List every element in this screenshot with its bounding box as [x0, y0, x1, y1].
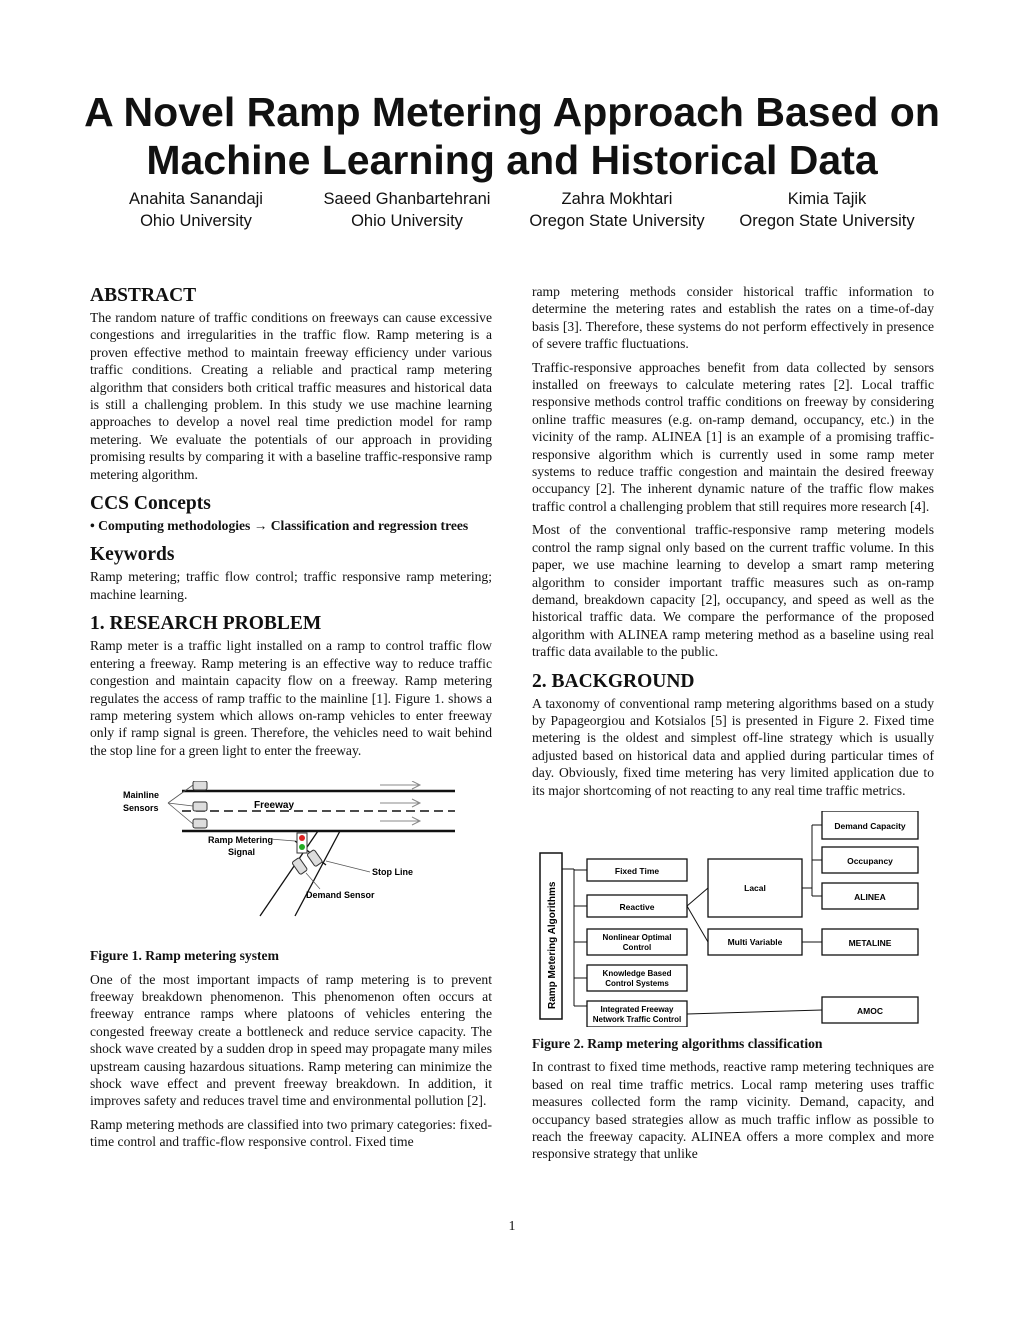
- svg-text:ALINEA: ALINEA: [854, 891, 886, 902]
- signal-red-light: [299, 835, 305, 841]
- section1-heading: 1. RESEARCH PROBLEM: [90, 613, 322, 635]
- classification-diagram: [532, 811, 934, 1027]
- svg-text:METALINE: METALINE: [848, 937, 892, 948]
- svg-text:Knowledge Based: Knowledge Based: [602, 968, 672, 978]
- author-affiliation: Oregon State University: [739, 212, 915, 230]
- level1-integrated-freeway: [587, 1001, 687, 1027]
- author-1: [76, 188, 316, 232]
- ramp-metering-diagram: [90, 781, 492, 941]
- author-4: [707, 188, 947, 232]
- ramp-vehicle: [292, 858, 308, 875]
- author-affiliation: Ohio University: [140, 212, 252, 230]
- svg-text:Occupancy: Occupancy: [847, 855, 893, 866]
- svg-text:Network Traffic Control: Network Traffic Control: [592, 1014, 682, 1024]
- section2-heading: 2. BACKGROUND: [532, 670, 695, 692]
- figure-1-caption: Figure 1. Ramp metering system: [90, 948, 279, 964]
- svg-text:Reactive: Reactive: [619, 901, 655, 912]
- svg-text:Integrated Freeway: Integrated Freeway: [600, 1004, 674, 1014]
- label-freeway: Freeway: [254, 800, 295, 812]
- level1-nonlinear-optimal-control: [587, 929, 687, 955]
- mainline-sensor: [193, 802, 207, 811]
- section1-paragraph-1: Ramp meter is a traffic light installed on a ramp to control traffic flow entering a freeway. Ramp metering is an effective way to reduce traffic congestion and maintain capacity flow on a freeway. Ramp metering regulates the access of ramp traffic to the mainline [1]. Figure 1. shows a ramp metering system which allows on-ramp vehicles to enter freeway only if ramp signal is green. Therefore, the vehicles need to wait behind the stop line for a green light to enter the freeway.: [90, 638, 492, 758]
- svg-text:Control: Control: [622, 942, 652, 952]
- abstract-heading: ABSTRACT: [90, 285, 197, 306]
- paper-title: A Novel Ramp Metering Approach Based on Machine Learning and Historical Data: [84, 89, 940, 183]
- root-label: Ramp Metering Algorithms: [547, 881, 558, 1009]
- svg-text:AMOC: AMOC: [857, 1005, 883, 1016]
- author-name: Saeed Ghanbartehrani: [323, 190, 491, 208]
- figure-2: [532, 811, 934, 1027]
- paragraph-fixed-time: ramp metering methods consider historical traffic information to determine the metering rates and establish the rates on a time-of-day basis [3]. Therefore, these systems do not perform effectively in presence of severe traffic fluctuations.: [532, 284, 934, 352]
- level1-knowledge-based-control-systems: [587, 965, 687, 991]
- svg-text:Lacal: Lacal: [744, 882, 766, 893]
- ccs-heading: CCS Concepts: [90, 493, 211, 515]
- page-number: 1: [508, 1219, 516, 1234]
- level3-occupancy: [822, 847, 918, 873]
- svg-text:Demand Capacity: Demand Capacity: [834, 820, 906, 831]
- paragraph-traffic-responsive: Traffic-responsive approaches benefit from data collected by sensors installed on freeways to calculate metering rates [2]. Local traffic responsive methods control traffic conditions on freeway by considering online traffic measures (e.g. on-ramp demand, occupancy, etc.) in the vicinity of the ramp. ALINEA [1] is an example of a promising traffic-responsive algorithm which is currently used in some ramp meter systems to reduce traffic congestion and maintain the desired freeway occupancy [2]. The inherent dynamic nature of the traffic flow makes traffic control a challenging problem that still requires more research [4].: [532, 359, 934, 514]
- mainline-sensor: [193, 781, 207, 790]
- section2-paragraph-1: A taxonomy of conventional ramp metering algorithms based on a study by Papageorgiou and Kotsialos [5] is presented in Figure 2. Fixed time metering is the oldest and simplest off-line strategy which is usually adjusted based on historical data and applied during particular times of day. Obviously, fixed time metering has very limited application due to its major shortcoming of not reacting to any real time traffic metrics.: [532, 695, 934, 798]
- author-affiliation: Oregon State University: [529, 212, 705, 230]
- figure-2-caption: Figure 2. Ramp metering algorithms classification: [532, 1035, 823, 1051]
- label-stop-line: Stop Line: [372, 867, 413, 878]
- keywords-heading: Keywords: [90, 544, 175, 566]
- author-name: Kimia Tajik: [787, 190, 867, 208]
- author-2: [287, 188, 527, 232]
- figure-1: [90, 781, 492, 941]
- level3-amoc: [822, 997, 918, 1023]
- label-demand-sensor: Demand Sensor: [306, 890, 375, 901]
- label-ramp-metering: Ramp Metering: [208, 835, 274, 846]
- ccs-text: • Computing methodologies → Classification and regression trees: [90, 518, 469, 534]
- author-affiliation: Ohio University: [351, 212, 463, 230]
- author-3: [497, 188, 737, 232]
- right-column: [532, 283, 934, 1169]
- level3-metaline: [822, 929, 918, 955]
- label-sensors: Sensors: [123, 803, 159, 814]
- section2-paragraph-2: In contrast to fixed time methods, reactive ramp metering techniques are based on real time traffic metrics. Local ramp metering uses traffic measures collected form the ramp vicinity. Demand, capacity, and occupancy based strategies allow as much traffic inflow as possible to reach the freeway capacity. ALINEA offers a more complex and more responsive strategy that unlike: [532, 1059, 934, 1162]
- author-name: Anahita Sanandaji: [129, 190, 263, 208]
- level1-fixed-time: [587, 859, 687, 881]
- level2-local: [708, 859, 802, 917]
- author-name: Zahra Mokhtari: [561, 190, 673, 208]
- keywords-text: Ramp metering; traffic flow control; traffic responsive ramp metering; machine learning.: [90, 569, 492, 602]
- level3-demand-capacity: [822, 811, 918, 839]
- svg-text:Nonlinear Optimal: Nonlinear Optimal: [602, 932, 672, 942]
- section1-paragraph-3: Ramp metering methods are classified into two primary categories: fixed-time control and traffic-flow responsive control. Fixed time: [90, 1116, 492, 1150]
- level3-alinea: [822, 883, 918, 909]
- svg-text:Multi Variable: Multi Variable: [727, 936, 783, 947]
- left-column: [90, 285, 492, 1157]
- section1-paragraph-2: One of the most important impacts of ramp metering is to prevent freeway breakdown phenomenon. This phenomenon often occurs at freeway entrance ramps where platoons of vehicles entering the congested freeway create a bottleneck and reduce service capacity. The shock wave created by a sudden drop in speed may propagate many miles upstream causing hazardous situations. Ramp metering can minimize the shock wave effect and prevent freeway breakdown. In addition, it improves safety and reduces travel time and environmental pollution [2].: [90, 971, 492, 1109]
- svg-text:Fixed Time: Fixed Time: [614, 865, 660, 876]
- abstract-text: The random nature of traffic conditions on freeways can cause excessive congestions and irregularities in the traffic flow. Ramp metering is a proven effective method to maintain freeway efficiency under various traffic conditions. Creating a reliable and practical ramp metering algorithm that considers both critical traffic measures and historical data is still a challenging problem. In this study we use machine learning approaches to develop a novel real time prediction model for ramp metering. We evaluate the potentials of our approach in providing promising results by comparing it with a baseline traffic-responsive ramp metering algorithm.: [90, 310, 492, 482]
- label-signal: Signal: [228, 847, 256, 858]
- paragraph-conventional: Most of the conventional traffic-responsive ramp metering models control the ramp signal only based on the current traffic volume. In this paper, we use machine learning to develop a smart ramp metering algorithm to consider important traffic measures such as on-ramp demand, breakdown capacity [2], occupancy, and speed as well as the historical traffic data. We compare the performance of the proposed algorithm with ALINEA ramp metering method as a baseline using real traffic data available to the public.: [532, 522, 934, 660]
- svg-text:Control Systems: Control Systems: [605, 978, 669, 988]
- level2-multi-variable: [708, 929, 802, 955]
- level1-reactive: [587, 895, 687, 917]
- label-mainline: Mainline: [123, 790, 160, 801]
- signal-green-light: [299, 844, 305, 850]
- mainline-sensor: [193, 819, 207, 828]
